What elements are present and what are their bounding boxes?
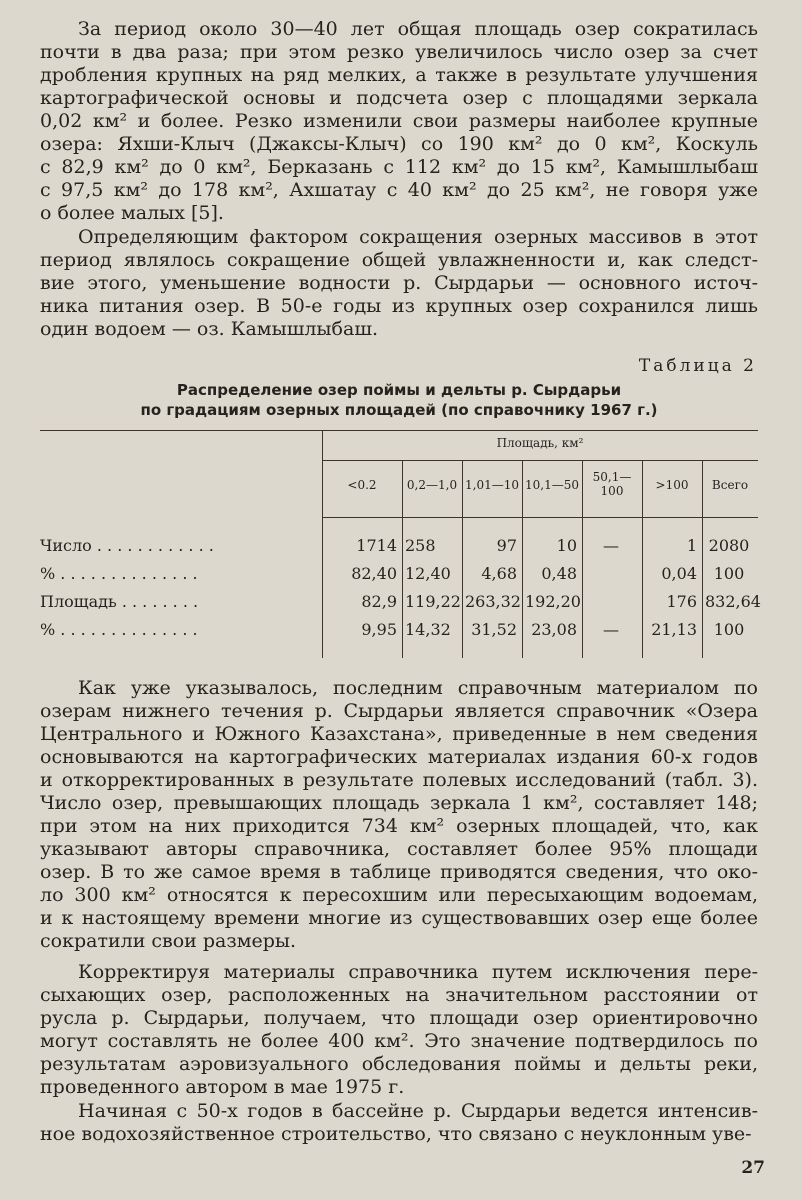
row-label: Площадь . . . . . . . . <box>40 592 199 611</box>
table-cell: 1 <box>686 536 697 555</box>
para1-line: 0,02 км² и более. Резко изменили свои размеры наиболее крупные <box>40 110 758 132</box>
table-cell: 0,48 <box>541 564 577 583</box>
table-cell: 14,32 <box>405 620 451 639</box>
para1-line: дробления крупных на ряд мелких, а также в результате улучшения <box>40 64 758 86</box>
para5-line: ное водохозяйственное строительство, что связано с неуклонным уве- <box>40 1123 752 1145</box>
paragraph-3 <box>40 677 758 953</box>
table-top-rule <box>40 430 758 431</box>
paragraph-2 <box>40 226 758 341</box>
para2-line: один водоем — оз. Камышлыбаш. <box>40 318 379 340</box>
para3-line: Центрального и Южного Казахстана», приведенные в нем сведения <box>40 723 758 745</box>
table-cell: 1714 <box>356 536 397 555</box>
table-cell: — <box>603 620 619 639</box>
table-cell: 192,20 <box>525 592 581 611</box>
para3-line: озер. В то же самое время в таблице приводятся сведения, что око- <box>40 861 758 883</box>
table-caption-line-2: по градациям озерных площадей (по справочнику 1967 г.) <box>140 401 658 419</box>
para3-line: озерам нижнего течения р. Сырдарьи является справочник «Озера <box>40 700 758 722</box>
table-cell: 2080 <box>708 536 750 555</box>
para3-line: при этом на них приходится 734 км² озерных площадей, что, как <box>40 815 758 837</box>
table-cell <box>585 591 637 613</box>
column-header: 1,01—10 <box>465 478 519 492</box>
table-cell: 31,52 <box>471 620 517 639</box>
column-header: >100 <box>655 478 689 492</box>
para3-line: Число озер, превышающих площадь зеркала 1 км², составляет 148; <box>40 792 758 814</box>
para3-line: ло 300 км² относятся к пересохшим или пересыхающим водоемам, <box>40 884 758 906</box>
para4-line: сыхающих озер, расположенных на значительном расстоянии от <box>40 984 758 1006</box>
table-cell: 97 <box>496 536 517 555</box>
para1-line: о более малых [5]. <box>40 202 224 224</box>
table-cell: 0,04 <box>661 564 697 583</box>
para3-line: указывают авторы справочника, составляет более 95% площади <box>40 838 758 860</box>
row-label: % . . . . . . . . . . . . . . <box>40 564 198 583</box>
para4-line: проведенного автором в мае 1975 г. <box>40 1076 405 1098</box>
para3-line: сократили свои размеры. <box>40 930 297 952</box>
table-caption <box>40 380 758 420</box>
table-group-header: Площадь, км² <box>496 436 584 450</box>
table-cell: 82,40 <box>351 564 397 583</box>
paragraph-4 <box>40 961 758 1099</box>
para1-line: с 82,9 км² до 0 км², Берказань с 112 км² до 15 км², Камышлыбаш <box>40 156 758 178</box>
para1-line: с 97,5 км² до 178 км², Ахшатау с 40 км² до 25 км², не говоря уже <box>40 179 758 201</box>
para4-line: результатам аэровизуального обследования поймы и дельты реки, <box>40 1053 758 1075</box>
para1-line: картографической основы и подсчета озер с площадями зеркала <box>40 87 758 109</box>
table-number: Таблица 2 <box>638 356 757 376</box>
table-cell: 832,64 <box>705 592 761 611</box>
para2-line: ника питания озер. В 50-е годы из крупных озер сохранился лишь <box>40 295 758 317</box>
table-header-rule <box>322 517 758 518</box>
table-cell: 258 <box>405 536 436 555</box>
table-cell: 263,32 <box>465 592 521 611</box>
table-column-rule <box>322 430 323 658</box>
table-cell: 12,40 <box>405 564 451 583</box>
table-cell: 23,08 <box>531 620 577 639</box>
para3-line: и откорректированных в результате полевых исследований (табл. 3). <box>40 769 758 791</box>
column-header: 10,1—50 <box>525 478 579 492</box>
paragraph-1 <box>40 18 758 225</box>
table-cell: 100 <box>713 620 745 639</box>
table-cell: 10 <box>556 536 577 555</box>
table-cell <box>585 563 637 585</box>
table-cell: 176 <box>666 592 697 611</box>
para4-line: могут составлять не более 400 км². Это значение подтвердилось по <box>40 1030 758 1052</box>
para2-line: вие этого, уменьшение водности р. Сырдарьи — основного источ- <box>40 272 758 294</box>
page-number: 27 <box>741 1158 765 1178</box>
para5-line: Начиная с 50-х годов в бассейне р. Сырдарьи ведется интенсив- <box>78 1100 758 1122</box>
table-cell: 4,68 <box>481 564 517 583</box>
table-cell: 119,22 <box>405 592 461 611</box>
para1-line: За период около 30—40 лет общая площадь озер сократилась <box>78 18 758 40</box>
para1-line: озера: Яхши-Клыч (Джаксы-Клыч) со 190 км² до 0 км², Коскуль <box>40 133 758 155</box>
para3-line: Как уже указывалось, последним справочным материалом по <box>78 677 758 699</box>
para4-line: Корректируя материалы справочника путем исключения пере- <box>78 961 758 983</box>
table-cell: — <box>603 536 619 555</box>
para1-line: почти в два раза; при этом резко увеличилось число озер за счет <box>40 41 758 63</box>
column-header: Всего <box>711 478 749 492</box>
column-header: 50,1— 100 <box>592 470 632 498</box>
table-cell: 100 <box>713 564 745 583</box>
para2-line: Определяющим фактором сокращения озерных массивов в этот <box>78 226 758 248</box>
table-cell: 21,13 <box>651 620 697 639</box>
row-label: Число . . . . . . . . . . . . <box>40 536 214 555</box>
column-header: 0,2—1,0 <box>406 478 458 492</box>
para2-line: период являлось сокращение общей увлажненности и, как следст- <box>40 249 758 271</box>
table-group-rule <box>322 460 758 461</box>
column-header: <0.2 <box>347 478 377 492</box>
para3-line: и к настоящему времени многие из существовавших озер еще более <box>40 907 758 929</box>
paragraph-5 <box>40 1100 758 1146</box>
table-caption-line-1: Распределение озер поймы и дельты р. Сырдарьи <box>176 381 622 399</box>
row-label: % . . . . . . . . . . . . . . <box>40 620 198 639</box>
table-cell: 82,9 <box>361 592 397 611</box>
para4-line: русла р. Сырдарьи, получаем, что площади озер ориентировочно <box>40 1007 758 1029</box>
para3-line: основываются на картографических материалах издания 60-х годов <box>40 746 758 768</box>
table-cell: 9,95 <box>361 620 397 639</box>
